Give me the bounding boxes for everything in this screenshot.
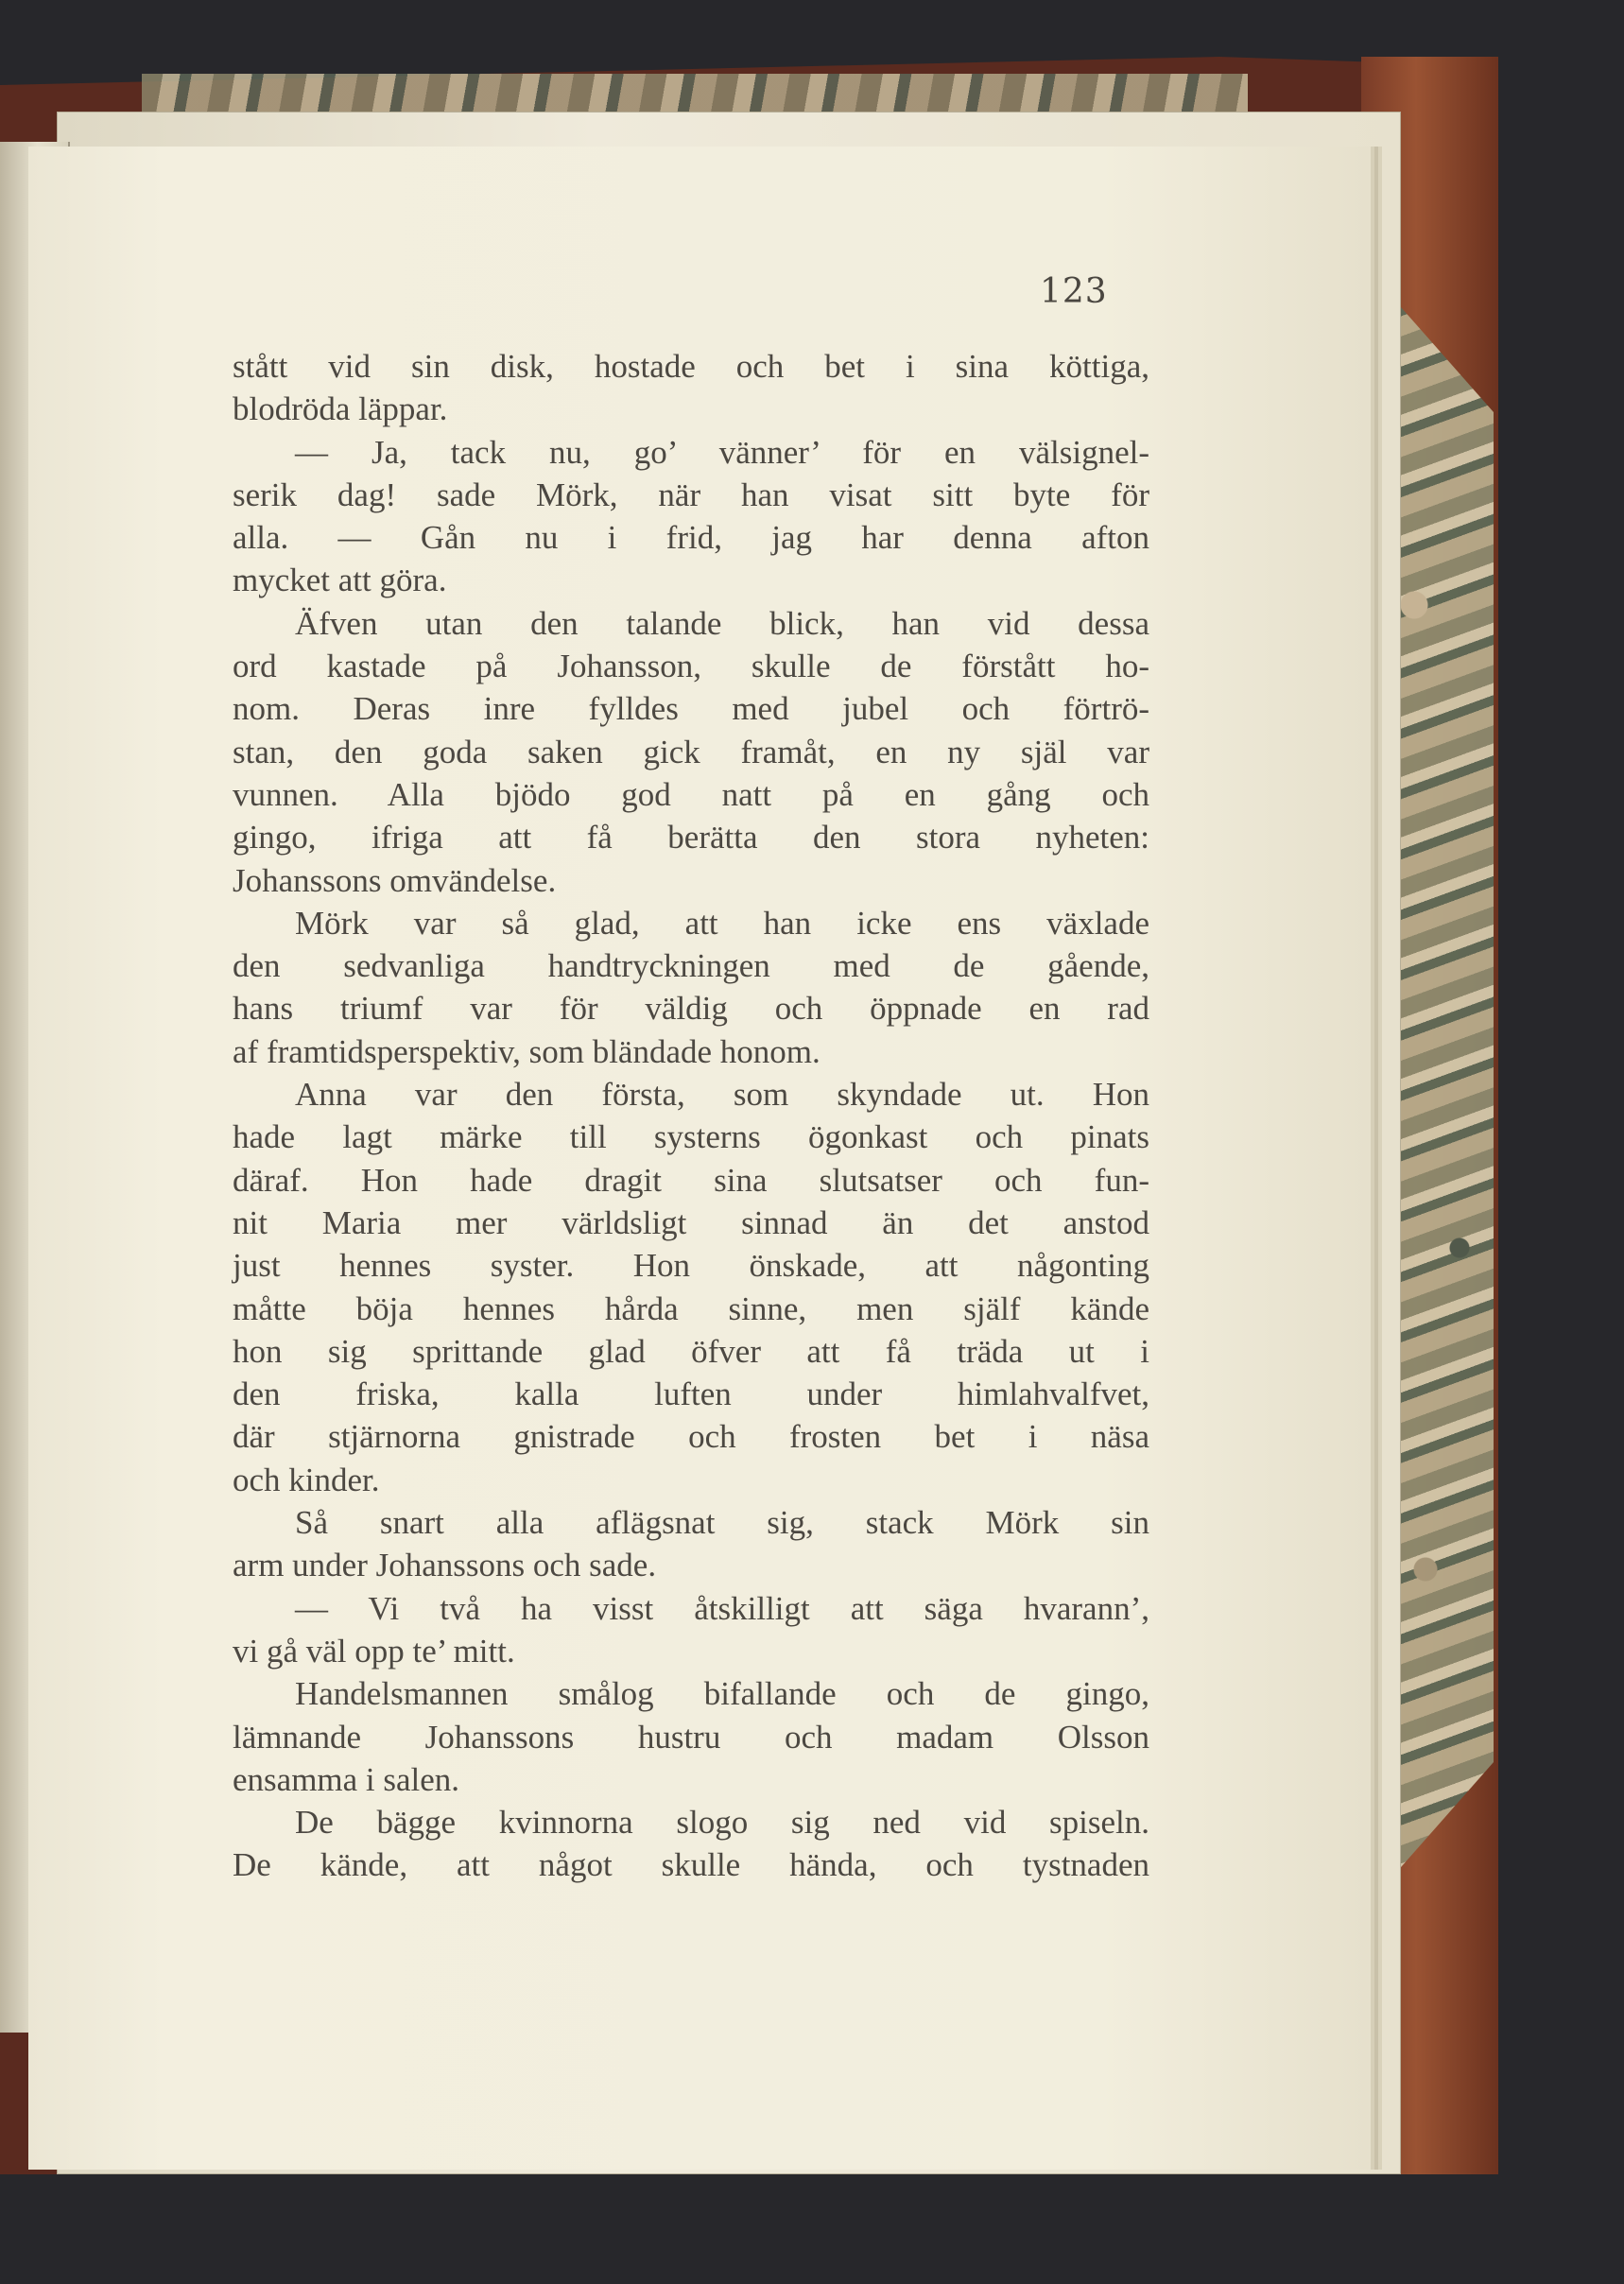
text-line: nit Maria mer världsligt sinnad än det anstod <box>233 1203 1149 1241</box>
text-line: — Ja, tack nu, go’ vänner’ för en välsignel- <box>295 433 1149 471</box>
text-line: den sedvanliga handtryckningen med de gående, <box>233 947 1149 985</box>
text-line: alla. — Gån nu i frid, jag har denna afton <box>233 519 1149 557</box>
text-line: af framtidsperspektiv, som bländade honom. <box>233 1032 821 1070</box>
text-line: Johanssons omvändelse. <box>233 861 557 899</box>
text-line: ord kastade på Johansson, skulle de förstått ho- <box>233 648 1149 685</box>
text-line: De bägge kvinnorna slogo sig ned vid spiseln. <box>295 1804 1149 1842</box>
text-line: stått vid sin disk, hostade och bet i sina köttiga, <box>233 348 1149 385</box>
text-line: ensamma i salen. <box>233 1760 460 1798</box>
text-line: De kände, att något skulle hända, och tystnaden <box>233 1846 1149 1884</box>
text-line: — Vi två ha visst åtskilligt att säga hvarann’, <box>295 1589 1149 1627</box>
text-line: hans triumf var för väldig och öppnade en rad <box>233 990 1149 1028</box>
text-line: Anna var den första, som skyndade ut. Hon <box>295 1076 1149 1114</box>
text-line: mycket att göra. <box>233 562 447 599</box>
text-line: arm under Johanssons och sade. <box>233 1547 657 1584</box>
text-line: Så snart alla aflägsnat sig, stack Mörk sin <box>295 1504 1149 1542</box>
text-line: blodröda läppar. <box>233 390 448 428</box>
body-text <box>233 345 1149 1887</box>
text-line: där stjärnorna gnistrade och frosten bet i näsa <box>233 1418 1149 1456</box>
text-line: däraf. Hon hade dragit sina slutsatser och fun- <box>233 1161 1149 1199</box>
text-line: måtte böja hennes hårda sinne, men själf kände <box>233 1289 1149 1327</box>
text-line: Handelsmannen smålog bifallande och de gingo, <box>295 1675 1149 1713</box>
text-line: och kinder. <box>233 1461 380 1498</box>
text-line: just hennes syster. Hon önskade, att någonting <box>233 1247 1149 1285</box>
text-line: hon sig sprittande glad öfver att få träda ut i <box>233 1332 1149 1370</box>
text-line: nom. Deras inre fylldes med jubel och förtrö- <box>233 690 1149 728</box>
text-line: den friska, kalla luften under himlahvalfvet, <box>233 1376 1149 1413</box>
text-line: vunnen. Alla bjödo god natt på en gång och <box>233 775 1149 813</box>
text-line: gingo, ifriga att få berätta den stora nyheten: <box>233 819 1149 856</box>
text-line: lämnande Johanssons hustru och madam Olsson <box>233 1718 1149 1756</box>
text-line: Äfven utan den talande blick, han vid dessa <box>295 604 1149 642</box>
page-number: 123 <box>1040 272 1108 311</box>
text-line: stan, den goda saken gick framåt, en ny själ var <box>233 733 1149 770</box>
text-line: serik dag! sade Mörk, när han visat sitt byte för <box>233 476 1149 513</box>
text-line: vi gå väl opp te’ mitt. <box>233 1632 515 1670</box>
text-line: Mörk var så glad, att han icke ens växlade <box>295 904 1149 942</box>
text-line: hade lagt märke till systerns ögonkast och pinats <box>233 1118 1149 1156</box>
